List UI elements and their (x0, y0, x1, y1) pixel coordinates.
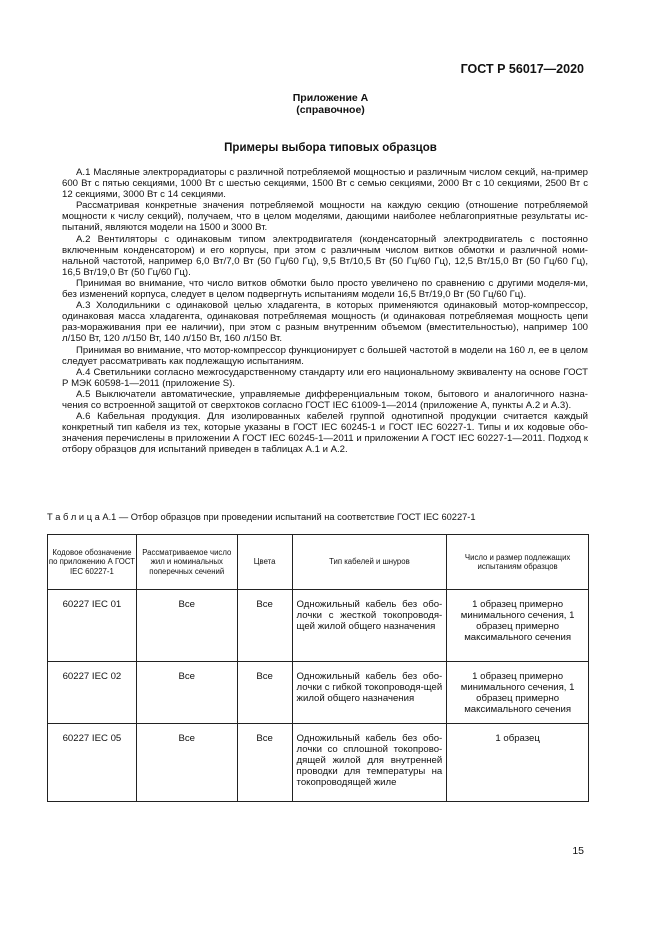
col-header-cores: Рассматриваемое число жил и номинальных поперечных сечений (136, 535, 237, 590)
cell-samples: 1 образец примерно минимального сечения, 1 образец примерно максимального сечения (447, 662, 589, 724)
body-text (62, 167, 588, 455)
cell-cores: Все (136, 662, 237, 724)
standard-designation: ГОСТ Р 56017—2020 (460, 62, 584, 76)
cell-code: 60227 IEC 02 (48, 662, 137, 724)
cell-cores: Все (136, 724, 237, 802)
paragraph: А.4 Светильники согласно межгосударственному стандарту или его национальному эквиваленту на основе ГОСТ Р МЭК 60598-1—2011 (приложение S). (62, 366, 588, 389)
paragraph: Принимая во внимание, что число витков обмотки было просто увеличено по сравнению с другими моделя-ми, без изменений корпуса, следует в целом подвергнуть испытаниям модели 16,5 Вт/19,0 Вт (50 Гц/60 Гц). (62, 277, 588, 301)
paragraph: А.2 Вентиляторы с одинаковым типом электродвигателя (конденсаторный электродвигатель с постоянно включенным конденсатором) и его корпусы, при этом с различным числом витков обмотки и различной номи-нальной частотой, например 6,0 Вт/7,0 Вт (50 Гц/60 Гц), 9,5 Вт/10,5 Вт (50 Гц/60 Гц), 12,5 Вт/15,0 Вт (50 Гц/60 Гц), 16,5 Вт/19,0 Вт (50 Гц/60 Гц). (62, 233, 588, 278)
cell-code: 60227 IEC 05 (48, 724, 137, 802)
page-number: 15 (572, 845, 584, 857)
cell-cores: Все (136, 590, 237, 662)
table-header-row (48, 535, 589, 590)
cell-samples: 1 образец примерно минимального сечения, 1 образец примерно максимального сечения (447, 590, 589, 662)
sample-selection-table (47, 534, 589, 802)
cell-colors: Все (237, 662, 292, 724)
table-row (48, 662, 589, 724)
cell-cable-type: Одножильный кабель без обо-лочки со сплошной токопрово-дящей жилой для внутренней проводки для температуры на токопроводящей жиле (292, 724, 447, 802)
cell-colors: Все (237, 724, 292, 802)
cell-colors: Все (237, 590, 292, 662)
cell-code: 60227 IEC 01 (48, 590, 137, 662)
paragraph: А.1 Масляные электрорадиаторы с различной потребляемой мощностью и различным числом секций, на-пример 600 Вт с пятью секциями, 1000 Вт с шестью секциями, 1500 Вт с семью секциями, 2000 Вт с 10 секциями, 2500 Вт с 12 секциями, 3000 Вт с 14 секциями. (62, 167, 588, 201)
cell-samples: 1 образец (447, 724, 589, 802)
paragraph: А.6 Кабельная продукция. Для изолированных кабелей группой однотипной продукции считается каждый конкретный тип кабеля из тех, которые указаны в ГОСТ IEC 60245-1 и ГОСТ IEC 60227-1. Типы и их кодовые обо-значения перечислены в приложении А ГОСТ IEC 60245-1—2011 и приложении А ГОСТ IEC 60227-1—2011. Подход к отбору образцов для испытаний приведен в таблицах А.1 и А.2. (62, 411, 588, 456)
col-header-colors: Цвета (237, 535, 292, 590)
annex-heading (0, 92, 661, 116)
paragraph: А.3 Холодильники с одинаковой целью хладагента, в которых применяются одинаковый мотор-компрессор, одинаковая масса хладагента, одинаковая потребляемая мощность (и одинаковая потребляемая мощность цепи раз-мораживания при ее наличии), при этом с разным внутренним объемом (вместительностью), например 100 л/150 Вт, 120 л/150 Вт, 140 л/150 Вт, 160 л/150 Вт. (62, 300, 588, 345)
annex-subtitle: (справочное) (296, 104, 365, 116)
paragraph: Рассматривая конкретные значения потребляемой мощности на каждую секцию (отношение потребляемой мощности к числу секций), получаем, что в целом моделями, дающими наиболее неблагоприятные результаты ис-пытаний, являются модели на 1500 и 3000 Вт. (62, 200, 588, 234)
annex-title: Приложение А (292, 92, 369, 104)
table-row (48, 724, 589, 802)
col-header-cable-type: Тип кабелей и шнуров (292, 535, 447, 590)
col-header-code: Кодовое обозначение по приложению А ГОСТ IEC 60227-1 (48, 535, 137, 590)
section-title: Примеры выбора типовых образцов (224, 142, 437, 154)
cell-cable-type: Одножильный кабель без обо-лочки с жесткой токопроводя-щей жилой общего назначения (292, 590, 447, 662)
table-caption: Т а б л и ц а А.1 — Отбор образцов при проведении испытаний на соответствие ГОСТ IEC 60227-1 (47, 512, 476, 522)
cell-cable-type: Одножильный кабель без обо-лочки с гибкой токопроводя-щей жилой общего назначения (292, 662, 447, 724)
table-row (48, 590, 589, 662)
col-header-samples: Число и размер подлежащих испытаниям образцов (447, 535, 589, 590)
paragraph: А.5 Выключатели автоматические, управляемые дифференциальным током, бытового и аналогичного назна-чения со встроенной защитой от сверхтоков согласно ГОСТ IEC 61009-1—2014 (приложение А, пункты А.2 и А.3). (62, 388, 588, 411)
paragraph: Принимая во внимание, что мотор-компрессор функционирует с большей частотой в модели на 160 л, ее в целом следует рассматривать как подлежащую испытаниям. (62, 344, 588, 367)
